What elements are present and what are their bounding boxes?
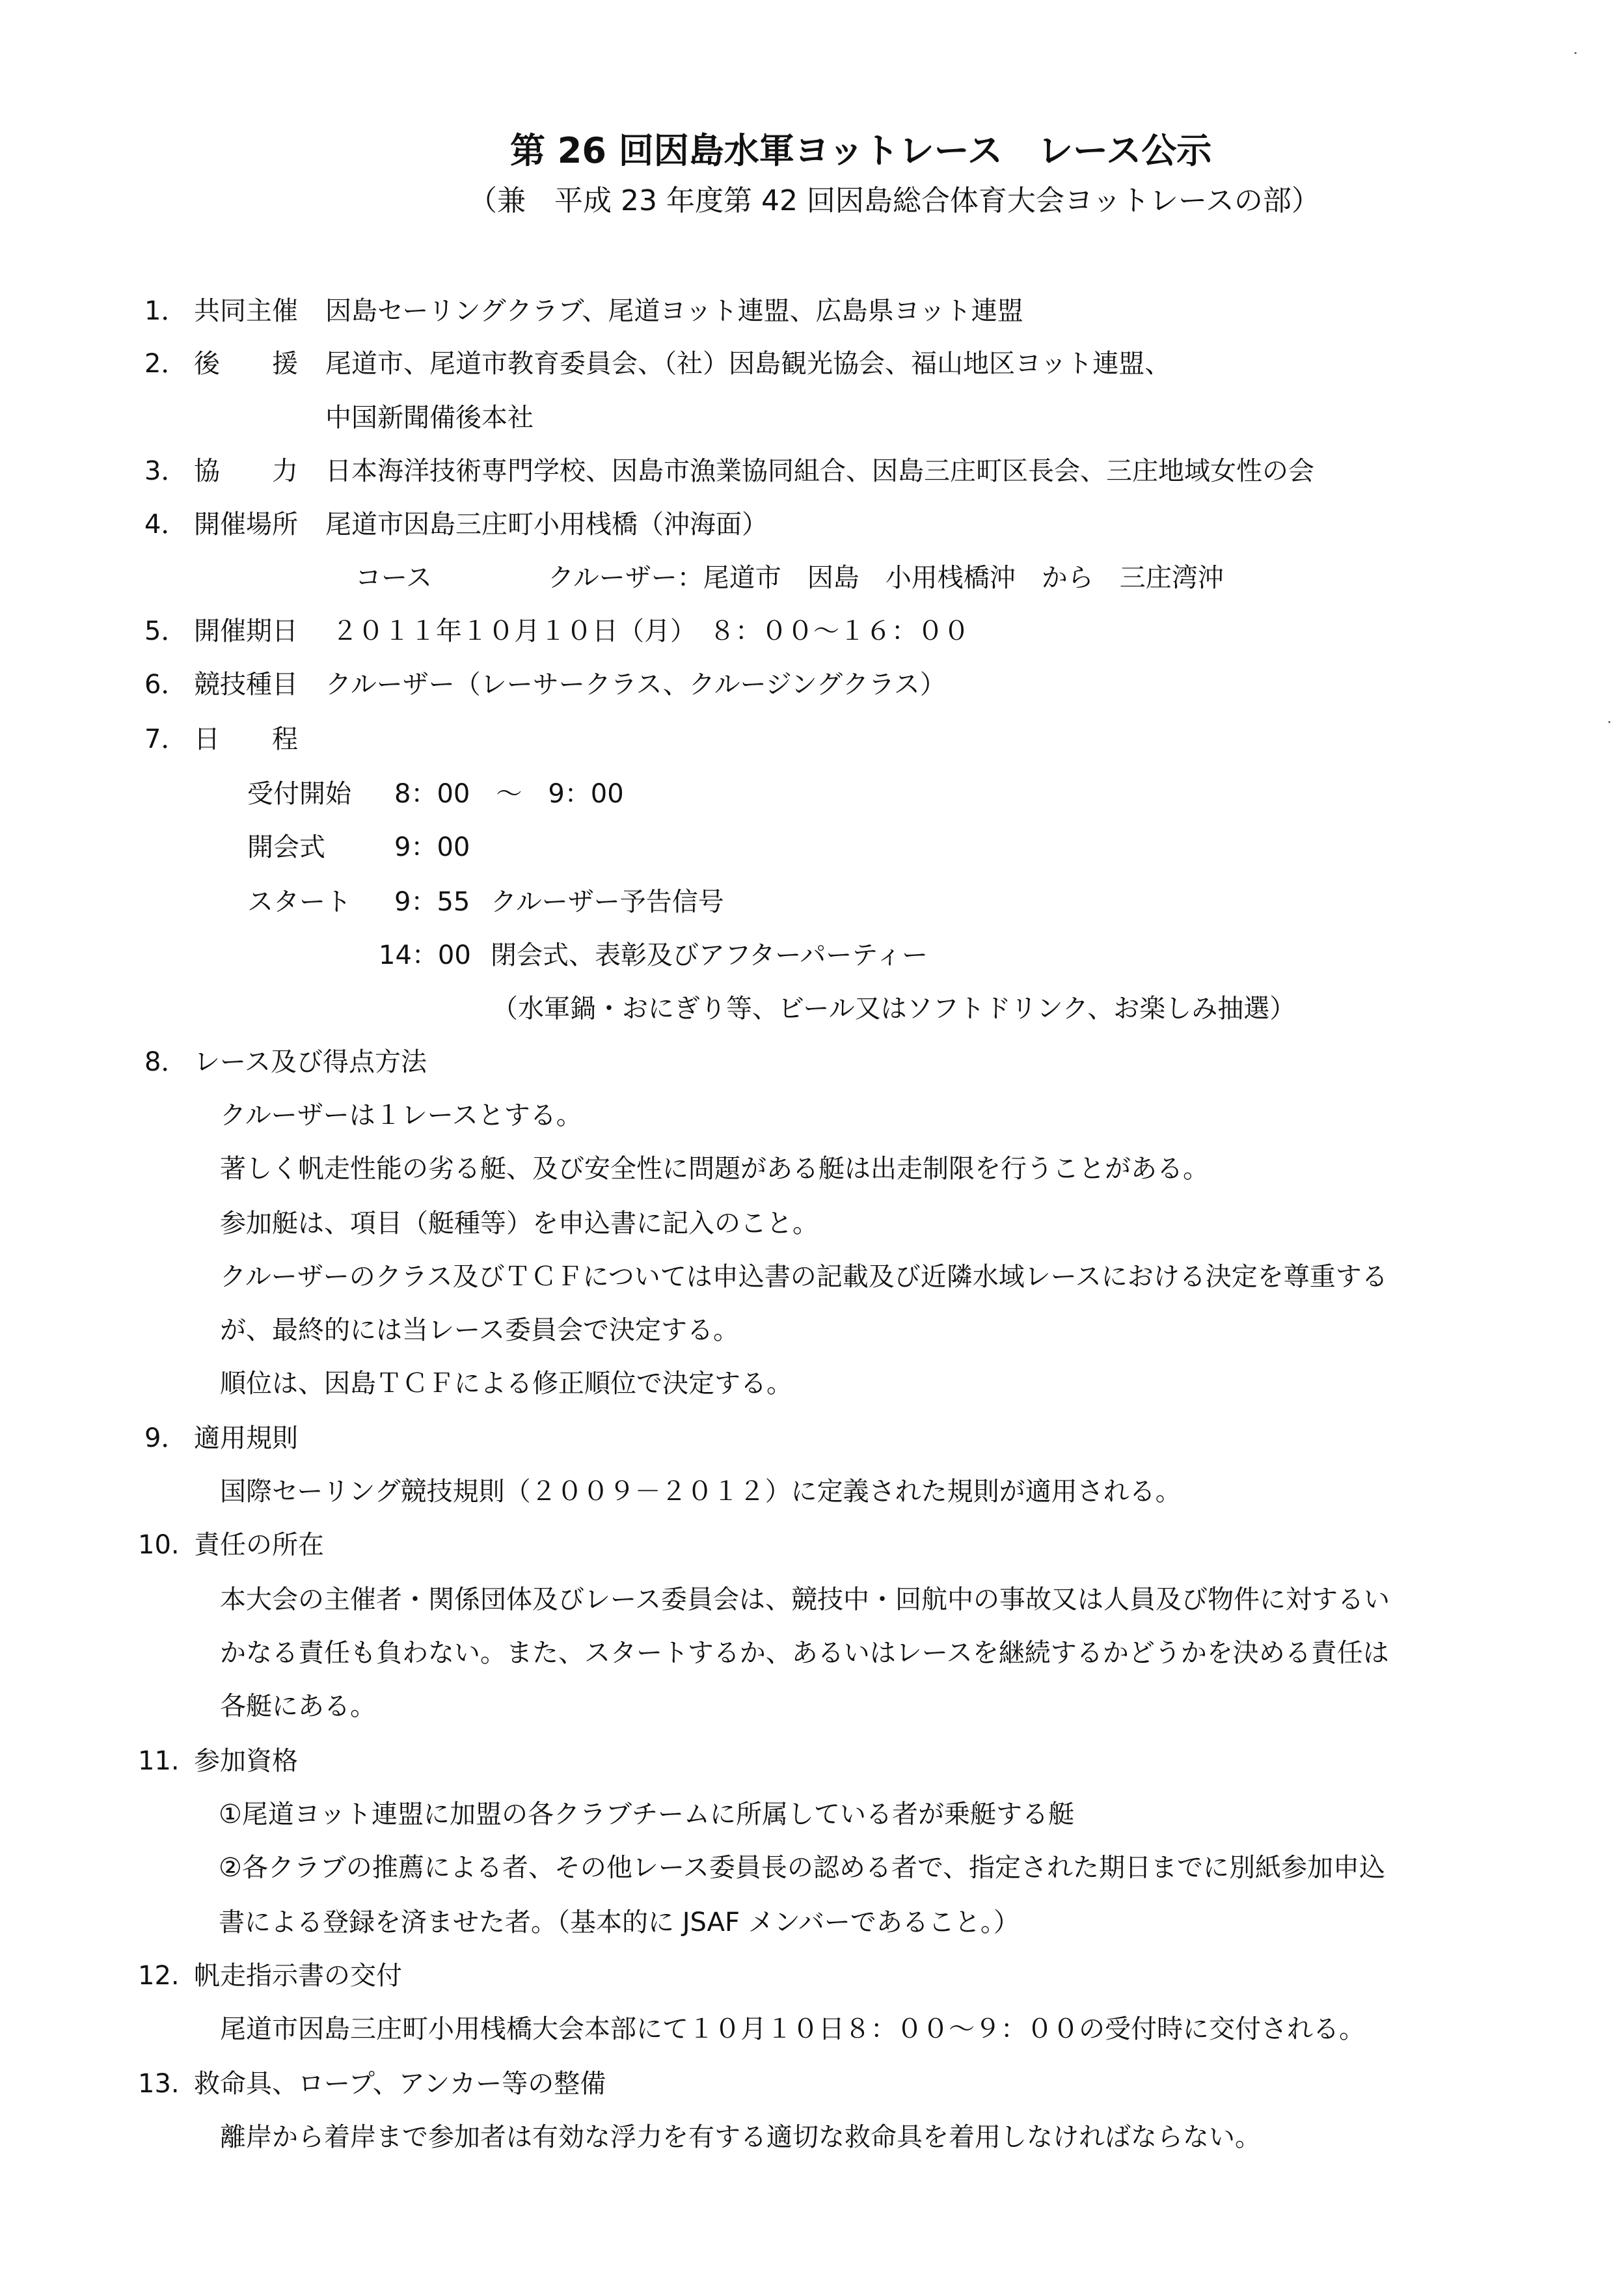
section-line: クルーザーのクラス及びＴＣＦについては申込書の記載及び近隣水域レースにおける決定を尊重する [220,1262,1388,1292]
section-heading: 帆走指示書の交付 [194,1961,402,1991]
page-subtitle: （兼 平成 23 年度第 42 回因島総合体育大会ヨットレースの部） [468,184,1320,217]
section-line: ①尾道ヨット連盟に加盟の各クラブチームに所属している者が乗艇する艇 [219,1799,1075,1829]
schedule-time: 8：00 ～ 9：00 [394,779,624,809]
schedule-label: 受付開始 [247,779,351,809]
section-line: 参加艇は、項目（艇種等）を申込書に記入のこと。 [220,1209,819,1238]
section-text: 中国新聞備後本社 [325,403,534,433]
section-heading: レース及び得点方法 [194,1047,427,1077]
schedule-time: 9：55 [394,887,470,917]
section-line: ②各クラブの推薦による者、その他レース委員長の認める者で、指定された期日までに別紙参加申込 [219,1853,1386,1883]
section-text: ２０１１年１０月１０日（月） ８：００～１６：００ [332,616,969,646]
section-heading: 後 援 [194,349,298,379]
page-title: 第 26 回因島水軍ヨットレース レース公示 [510,130,1212,171]
section-number: 9． [144,1423,187,1453]
section-line: 尾道市因島三庄町小用桟橋大会本部にて１０月１０日８：００～９：００の受付時に交付される。 [220,2014,1365,2044]
section-line: が、最終的には当レース委員会で決定する。 [220,1315,739,1345]
section-number: 6． [144,670,187,700]
section-heading: 開催期日 [194,616,298,646]
section-line: 国際セーリング競技規則（２００９－２０１２）に定義された規則が適用される。 [220,1477,1182,1507]
section-number: 4． [144,510,187,540]
section-heading: 責任の所在 [194,1530,324,1560]
section-line: 各艇にある。 [220,1691,376,1721]
section-heading: 日 程 [194,724,298,754]
section-heading: 共同主催 [194,296,298,326]
section-number: 8． [144,1047,187,1077]
section-text: 日本海洋技術専門学校、因島市漁業協同組合、因島三庄町区長会、三庄地域女性の会 [325,456,1314,486]
course-label: コース [355,563,432,593]
section-line: 本大会の主催者・関係団体及びレース委員会は、競技中・回航中の事故又は人員及び物件に対するい [220,1585,1390,1615]
schedule-time: 14：00 [379,940,471,970]
course-text: クルーザー：尾道市 因島 小用桟橋沖 から 三庄湾沖 [548,563,1224,593]
section-number: 2． [144,349,187,379]
section-line: かなる責任も負わない。また、スタートするか、あるいはレースを継続するかどうかを決める責任は [220,1638,1389,1668]
schedule-desc: 閉会式、表彰及びアフターパーティー [491,940,928,970]
section-text: クルーザー（レーサークラス、クルージングクラス） [325,670,946,700]
section-number: 1． [144,296,187,326]
schedule-label: 開会式 [247,832,325,862]
section-number: 13. [138,2069,180,2099]
section-heading: 参加資格 [194,1746,298,1776]
section-heading: 開催場所 [194,510,298,540]
section-number: 10. [138,1530,180,1560]
section-heading: 救命具、ロープ、アンカー等の整備 [194,2069,606,2099]
section-heading: 協 力 [194,456,298,486]
schedule-label: スタート [247,887,351,917]
section-text: 尾道市因島三庄町小用桟橋（沖海面） [325,510,768,540]
section-text: 尾道市、尾道市教育委員会、（社）因島観光協会、福山地区ヨット連盟、 [325,349,1171,379]
section-number: 11. [138,1746,180,1776]
schedule-time: 9：00 [394,832,470,862]
section-number: 3． [144,456,187,486]
scan-speck [1608,721,1610,723]
section-number: 12. [138,1961,180,1991]
scan-speck [1575,52,1577,54]
section-text: 因島セーリングクラブ、尾道ヨット連盟、広島県ヨット連盟 [325,296,1023,326]
section-line: 著しく帆走性能の劣る艇、及び安全性に問題がある艇は出走制限を行うことがある。 [220,1154,1209,1184]
section-number: 5． [144,616,187,646]
section-line: クルーザーは１レースとする。 [220,1100,582,1130]
section-line: 書による登録を済ませた者。（基本的に JSAF メンバーであること。） [219,1907,1020,1937]
section-line: 順位は、因島ＴＣＦによる修正順位で決定する。 [220,1369,792,1399]
section-heading: 競技種目 [194,670,298,700]
section-heading: 適用規則 [194,1423,298,1453]
schedule-note: （水軍鍋・おにぎり等、ビール又はソフトドリンク、お楽しみ抽選） [492,994,1296,1024]
section-line: 離岸から着岸まで参加者は有効な浮力を有する適切な救命具を着用しなければならない。 [220,2122,1261,2152]
section-number: 7． [144,724,187,754]
schedule-desc: クルーザー予告信号 [491,887,724,917]
